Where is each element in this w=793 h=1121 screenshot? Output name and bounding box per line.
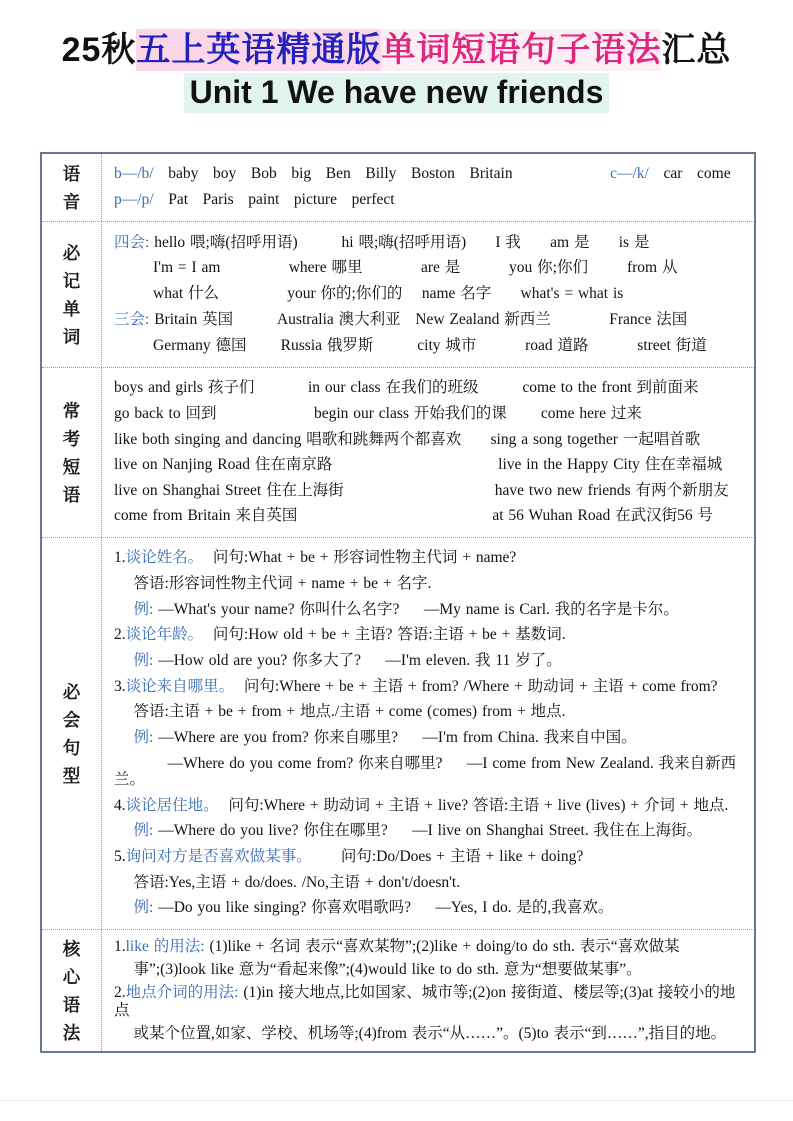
text-segment: go back to 回到 begin our class 开始我们的课 come here 过来 xyxy=(114,404,642,422)
section-row-sentences xyxy=(42,538,754,930)
highlighted-label: 谈论年龄。 xyxy=(125,626,204,644)
highlighted-label: 例: xyxy=(133,728,154,746)
text-line xyxy=(114,938,748,956)
text-line xyxy=(114,166,748,182)
text-segment: live on Shanghai Street 住在上海街 have two new friends 有两个新朋友 xyxy=(114,481,729,499)
unit-title-text: Unit 1 We have new friends xyxy=(184,73,610,113)
text-segment: 3. xyxy=(114,677,126,695)
section-body-words xyxy=(102,222,754,367)
text-segment: 答语:Yes,主语 + do/does. /No,主语 + don't/doesn't. xyxy=(114,873,461,891)
text-segment: —Do you like singing? 你喜欢唱歌吗? —Yes, I do. 是的,我喜欢。 xyxy=(153,899,614,917)
section-header-char: 考 xyxy=(62,429,81,449)
title-edition: 五上英语精通版 xyxy=(136,31,382,69)
text-segment: come from Britain 来自英国 at 56 Wuhan Road 在武汉街56 号 xyxy=(114,507,714,525)
highlighted-label: 地点介词的用法: xyxy=(125,984,239,1002)
text-segment: (1)like + 名词 表示“喜欢某物”;(2)like + doing/to do sth. 表示“喜欢做某 xyxy=(204,938,680,956)
text-line xyxy=(114,823,748,839)
text-line xyxy=(114,679,748,695)
text-segment: 问句:Where + be + 主语 + from? /Where + 助动词 + 主语 + come from? xyxy=(234,677,718,695)
text-segment: —Where are you from? 你来自哪里? —I'm from China. 我来自中国。 xyxy=(153,728,637,746)
section-header-char: 词 xyxy=(62,327,81,347)
highlighted-label: p—/p/ xyxy=(114,191,154,209)
text-line xyxy=(114,653,748,669)
text-segment: 答语:主语 + be + from + 地点./主语 + come (comes) from + 地点. xyxy=(114,703,566,721)
text-line xyxy=(114,432,748,448)
text-segment: 问句:How old + be + 主语? 答语:主语 + be + 基数词. xyxy=(203,626,566,644)
text-segment: 1. xyxy=(114,549,126,567)
text-segment: —How old are you? 你多大了? —I'm eleven. 我 11 岁了。 xyxy=(153,652,562,670)
title-suffix: 汇总 xyxy=(661,31,732,69)
text-line xyxy=(114,406,748,422)
section-header-char: 音 xyxy=(62,192,81,212)
text-segment xyxy=(114,601,134,618)
text-segment: 1. xyxy=(114,938,126,956)
text-segment: Britain 英国 Australia 澳大利亚 New Zealand 新西兰 France 法国 xyxy=(149,311,688,329)
text-line xyxy=(114,984,748,1020)
text-segment: live on Nanjing Road 住在南京路 live in the Happy City 住在幸福城 xyxy=(114,456,723,474)
highlighted-label: 例: xyxy=(133,600,154,618)
section-row-phonics xyxy=(42,154,754,222)
highlighted-label: b—/b/ xyxy=(114,165,154,183)
text-segment: 4. xyxy=(114,796,126,814)
text-line xyxy=(114,704,748,720)
section-header-phrases xyxy=(42,368,102,537)
section-body-grammar xyxy=(102,930,754,1051)
highlighted-label: like 的用法: xyxy=(125,938,205,956)
unit-title xyxy=(0,74,793,111)
text-segment: boys and girls 孩子们 in our class 在我们的班级 come to the front 到前面来 xyxy=(114,379,699,397)
highlighted-label: c—/k/ xyxy=(610,165,649,183)
section-header-char: 语 xyxy=(62,164,81,184)
section-row-grammar xyxy=(42,930,754,1051)
highlighted-label: 谈论居住地。 xyxy=(125,796,219,814)
text-segment: 问句:Do/Does + 主语 + like + doing? xyxy=(311,847,584,865)
text-segment: hello 喂;嗨(招呼用语) hi 喂;嗨(招呼用语) I 我 am 是 is 是 xyxy=(149,233,650,251)
text-segment: like both singing and dancing 唱歌和跳舞两个都喜欢 sing a song together 一起唱首歌 xyxy=(114,430,701,448)
summary-table xyxy=(40,152,756,1053)
text-segment: 5. xyxy=(114,847,126,865)
highlighted-label: 询问对方是否喜欢做某事。 xyxy=(125,847,312,865)
section-header-grammar xyxy=(42,930,102,1051)
section-header-char: 短 xyxy=(62,457,81,477)
highlighted-label: 例: xyxy=(133,822,154,840)
highlighted-label: 谈论来自哪里。 xyxy=(125,677,235,695)
text-line xyxy=(114,602,748,618)
text-segment: Germany 德国 Russia 俄罗斯 city 城市 road 道路 street 街道 xyxy=(114,337,707,355)
section-body-phrases xyxy=(102,368,754,537)
text-line xyxy=(114,849,748,865)
text-line xyxy=(114,576,748,592)
text-line xyxy=(114,508,748,524)
section-body-sentences xyxy=(102,538,754,929)
section-header-char: 型 xyxy=(62,766,81,786)
section-row-phrases xyxy=(42,368,754,538)
text-segment: 或某个位置,如家、学校、机场等;(4)from 表示“从……”。(5)to 表示“到……”,指目的地。 xyxy=(114,1025,727,1042)
text-segment: 问句:Where + 助动词 + 主语 + live? 答语:主语 + live (lives) + 介词 + 地点. xyxy=(218,796,729,814)
text-segment: (1)in 接大地点,比如国家、城市等;(2)on 接街道、楼层等;(3)at 接较小的地点 xyxy=(114,984,736,1019)
text-line xyxy=(114,756,748,789)
text-segment: 2. xyxy=(114,626,126,644)
highlighted-label: 谈论姓名。 xyxy=(125,549,204,567)
text-segment: Pat Paris paint picture perfect xyxy=(153,191,395,209)
text-line xyxy=(114,338,748,354)
text-line xyxy=(114,798,748,814)
text-segment: 事”;(3)look like 意为“看起来像”;(4)would like to do sth. 意为“想要做某事”。 xyxy=(114,961,642,979)
text-line xyxy=(114,235,748,251)
section-header-char: 常 xyxy=(62,401,81,421)
text-line xyxy=(114,1025,748,1043)
section-header-sentences xyxy=(42,538,102,929)
section-header-char: 语 xyxy=(62,485,81,505)
text-line xyxy=(114,312,748,328)
text-line xyxy=(114,380,748,396)
highlighted-label: 四会: xyxy=(114,233,150,251)
section-header-char: 法 xyxy=(62,1023,81,1043)
highlighted-label: 例: xyxy=(133,652,154,670)
title-prefix: 25秋 xyxy=(61,31,137,69)
section-header-words xyxy=(42,222,102,367)
title-topic: 单词短语句子语法 xyxy=(381,31,662,69)
section-header-char: 必 xyxy=(62,682,81,702)
section-header-char: 核 xyxy=(62,939,81,959)
text-line xyxy=(114,550,748,566)
text-segment: —Where do you come from? 你来自哪里? —I come from New Zealand. 我来自新西兰。 xyxy=(114,754,737,788)
section-header-char: 语 xyxy=(62,995,81,1015)
section-header-char: 句 xyxy=(62,738,81,758)
section-body-phonics xyxy=(102,154,754,221)
text-segment: what 什么 your 你的;你们的 name 名字 what's = what is xyxy=(114,285,624,303)
text-segment: baby boy Bob big Ben Billy Boston Britain xyxy=(153,165,611,183)
text-segment: —Where do you live? 你住在哪里? —I live on Shanghai Street. 我住在上海街。 xyxy=(153,822,703,840)
text-line xyxy=(114,627,748,643)
text-line xyxy=(114,900,748,916)
text-line xyxy=(114,457,748,473)
section-row-words xyxy=(42,222,754,368)
text-segment: —What's your name? 你叫什么名字? —My name is Carl. 我的名字是卡尔。 xyxy=(153,600,679,618)
text-segment xyxy=(114,899,134,916)
page-title xyxy=(0,22,793,71)
section-header-char: 单 xyxy=(62,299,81,319)
highlighted-label: 例: xyxy=(133,899,154,917)
highlighted-label: 三会: xyxy=(114,311,150,329)
page-bottom-divider xyxy=(0,1100,793,1101)
section-header-char: 会 xyxy=(62,710,81,730)
text-line xyxy=(114,730,748,746)
section-header-phonics xyxy=(42,154,102,221)
text-segment: 答语:形容词性物主代词 + name + be + 名字. xyxy=(114,575,432,593)
section-header-char: 心 xyxy=(62,967,81,987)
text-line xyxy=(114,961,748,979)
text-line xyxy=(114,260,748,276)
text-segment xyxy=(114,652,134,669)
section-header-char: 记 xyxy=(62,271,81,291)
section-header-char: 必 xyxy=(62,243,81,263)
text-line xyxy=(114,192,748,208)
text-line xyxy=(114,483,748,499)
text-segment xyxy=(114,822,134,839)
text-segment xyxy=(114,729,134,746)
text-segment: 2. xyxy=(114,984,126,1002)
text-line xyxy=(114,875,748,891)
text-segment: I'm = I am where 哪里 are 是 you 你;你们 from 从 xyxy=(114,259,678,277)
text-segment: 问句:What + be + 形容词性物主代词 + name? xyxy=(203,549,517,567)
text-line xyxy=(114,286,748,302)
text-segment: car come xyxy=(648,165,731,183)
